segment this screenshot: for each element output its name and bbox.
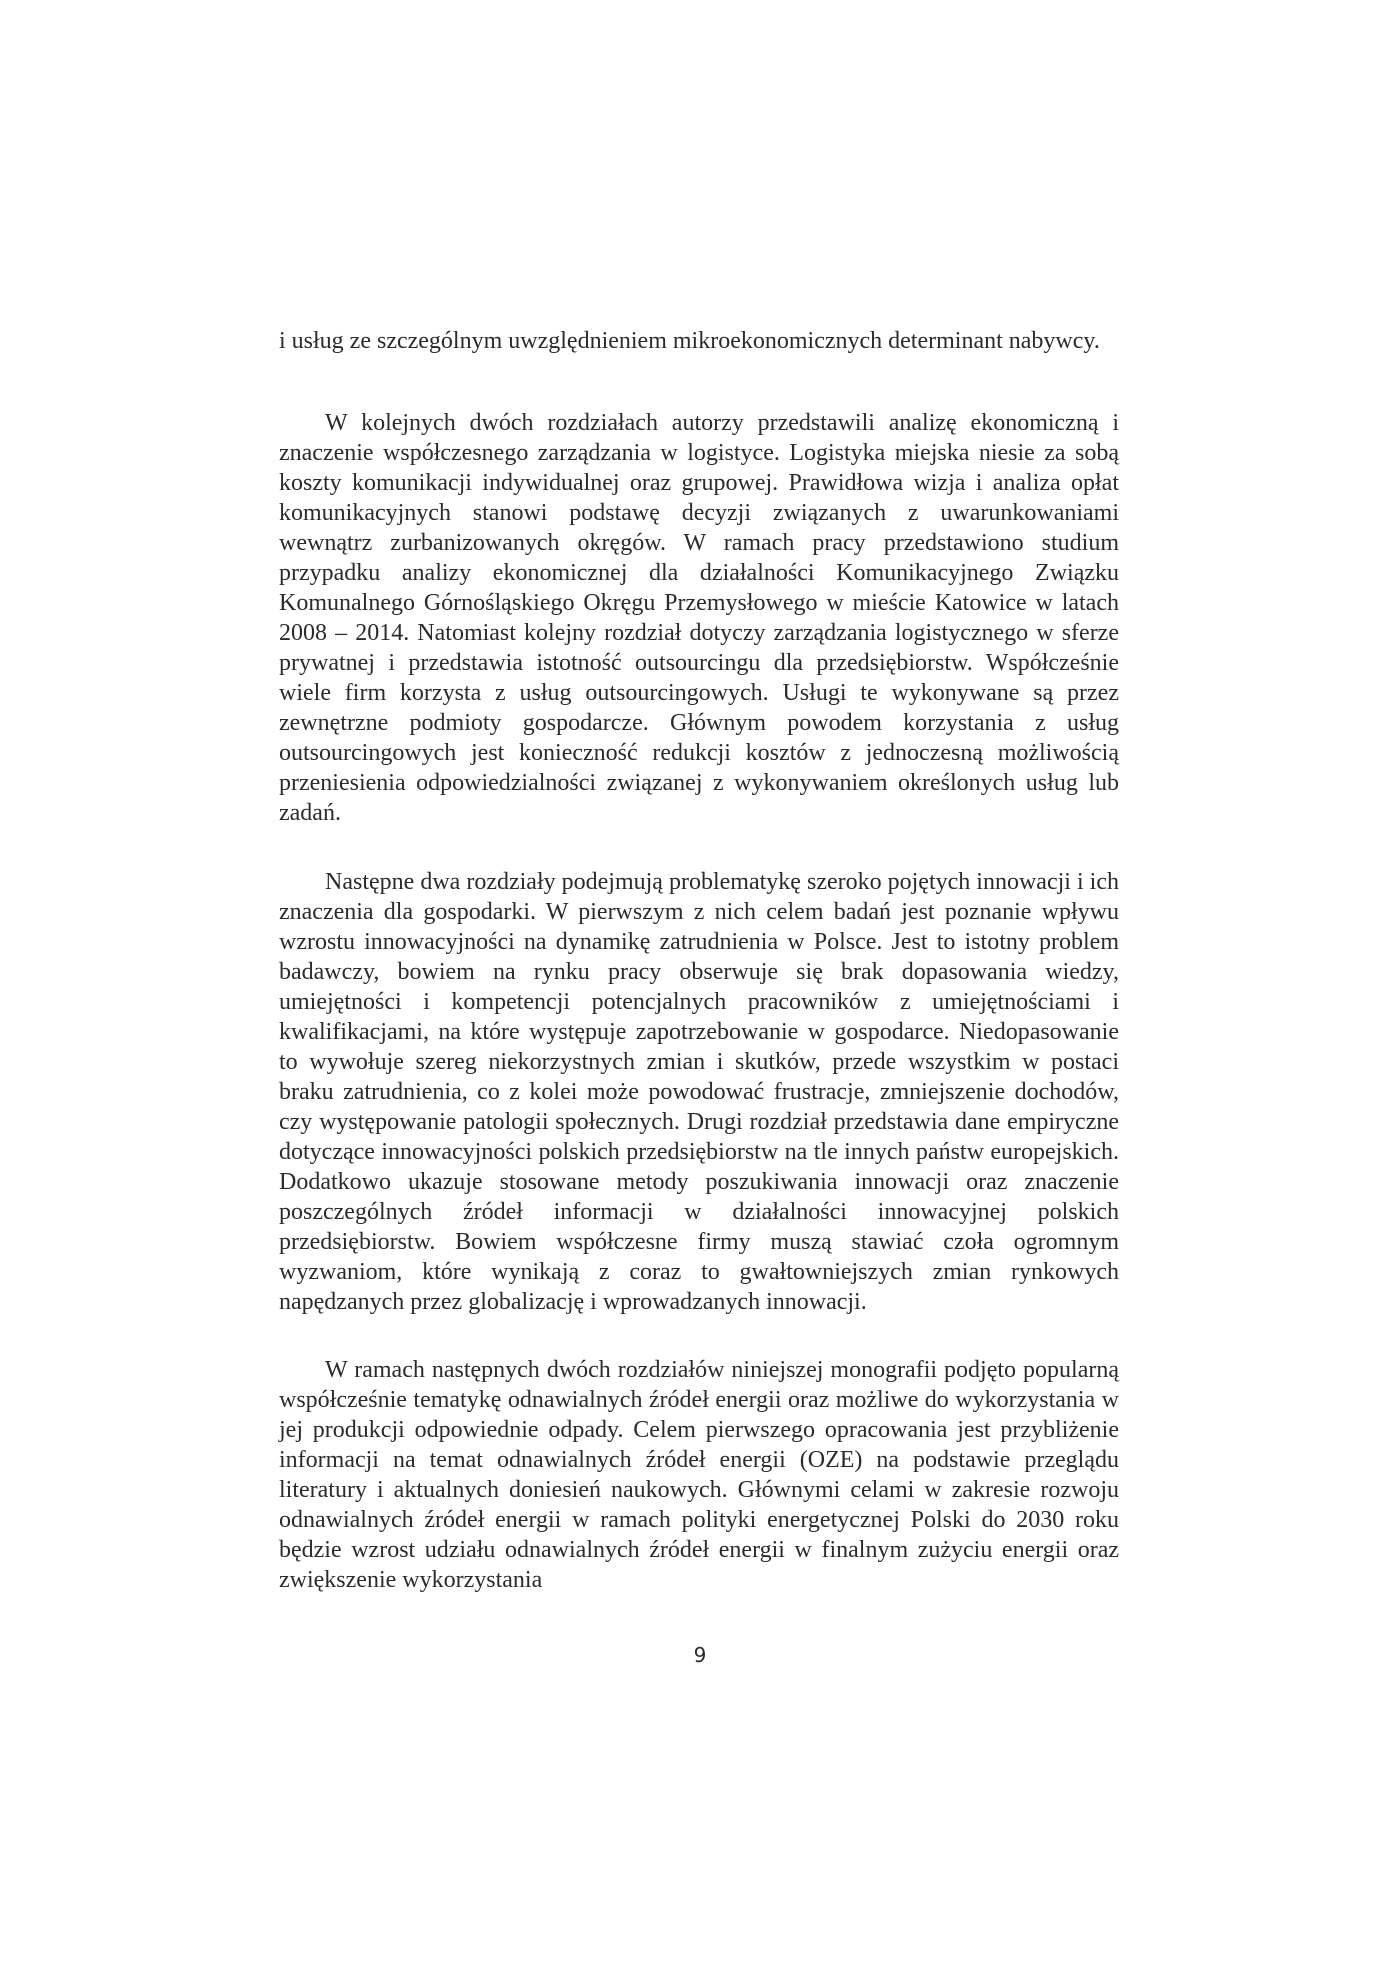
page-number: 9 [693,1643,707,1667]
paragraph-logistics [279,408,1119,828]
paragraph-renewable-energy [279,1355,1119,1595]
paragraph-continuation [279,326,1119,356]
paragraph-text: W ramach następnych dwóch rozdziałów niniejszej monografii podjęto popularną współcześnie tematykę odnawialnych źródeł energii oraz możliwe do wykorzystania w jej produkcji odpowiednie odpady. Celem pierwszego opracowania jest przybliżenie informacji na temat odnawialnych źródeł energii (OZE) na podstawie przeglądu literatury i aktualnych doniesień naukowych. Głównymi celami w zakresie rozwoju odnawialnych źródeł energii w ramach polityki energetycznej Polski do 2030 roku będzie wzrost udziału odnawialnych źródeł energii w finalnym zużyciu energii oraz zwiększenie wykorzystania [279,1357,1119,1593]
paragraph-text: i usług ze szczególnym uwzględnieniem mikroekonomicznych determinant nabywcy. [279,328,1100,354]
paragraph-text: Następne dwa rozdziały podejmują problematykę szeroko pojętych innowacji i ich znaczenia dla gospodarki. W pierwszym z nich celem badań jest poznanie wpływu wzrostu innowacyjności na dynamikę zatrudnienia w Polsce. Jest to istotny problem badawczy, bowiem na rynku pracy obserwuje się brak dopasowania wiedzy, umiejętności i kompetencji potencjalnych pracowników z umiejętnościami i kwalifikacjami, na które występuje zapotrzebowanie w gospodarce. Niedopasowanie to wywołuje szereg niekorzystnych zmian i skutków, przede wszystkim w postaci braku zatrudnienia, co z kolei może powodować frustracje, zmniejszenie dochodów, czy występowanie patologii społecznych. Drugi rozdział przedstawia dane empiryczne dotyczące innowacyjności polskich przedsiębiorstw na tle innych państw europejskich. Dodatkowo ukazuje stosowane metody poszukiwania innowacji oraz znaczenie poszczególnych źródeł informacji w działalności innowacyjnej polskich przedsiębiorstw. Bowiem współczesne firmy muszą stawiać czoła ogromnym wyzwaniom, które wynikają z coraz to gwałtowniejszych zmian rynkowych napędzanych przez globalizację i wprowadzanych innowacji. [279,869,1119,1315]
paragraph-text: W kolejnych dwóch rozdziałach autorzy przedstawili analizę ekonomiczną i znaczenie współczesnego zarządzania w logistyce. Logistyka miejska niesie za sobą koszty komunikacji indywidualnej oraz grupowej. Prawidłowa wizja i analiza opłat komunikacyjnych stanowi podstawę decyzji związanych z uwarunkowaniami wewnątrz zurbanizowanych okręgów. W ramach pracy przedstawiono studium przypadku analizy ekonomicznej dla działalności Komunikacyjnego Związku Komunalnego Górnośląskiego Okręgu Przemysłowego w mieście Katowice w latach 2008 – 2014. Natomiast kolejny rozdział dotyczy zarządzania logistycznego w sferze prywatnej i przedstawia istotność outsourcingu dla przedsiębiorstw. Współcześnie wiele firm korzysta z usług outsourcingowych. Usługi te wykonywane są przez zewnętrzne podmioty gospodarcze. Głównym powodem korzystania z usług outsourcingowych jest konieczność redukcji kosztów z jednoczesną możliwością przeniesienia odpowiedzialności związanej z wykonywaniem określonych usług lub zadań. [279,410,1119,826]
paragraph-innovation [279,867,1119,1317]
